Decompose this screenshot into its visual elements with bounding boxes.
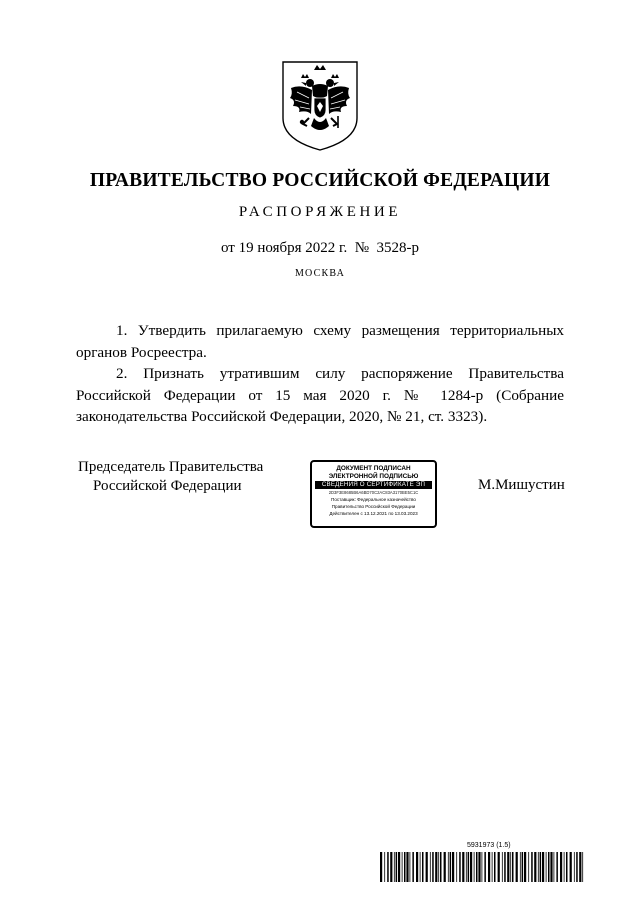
barcode-number: 5931973 (1.5) <box>467 842 511 849</box>
barcode-bar <box>450 852 452 882</box>
barcode-bar <box>404 852 406 882</box>
barcode-bar <box>380 852 382 882</box>
barcode-bar <box>396 852 398 882</box>
barcode-bar <box>420 852 421 882</box>
stamp-line-2: ЭЛЕКТРОННОЙ ПОДПИСЬЮ <box>328 472 419 480</box>
document-date-number <box>0 240 640 257</box>
barcode-bar <box>492 852 493 882</box>
barcode-bar <box>538 852 539 882</box>
barcode-bar <box>416 852 418 882</box>
barcode-bar <box>394 852 395 882</box>
barcode-bar <box>564 852 565 882</box>
barcode-bar <box>390 852 392 882</box>
barcode-bar <box>430 852 431 882</box>
stamp-supplier: Поставщик: Федеральное казначейство <box>331 497 416 502</box>
barcode-bar <box>528 852 529 882</box>
position-line-1: Председатель Правительства <box>78 459 264 475</box>
date-number-text: от 19 ноября 2022 г. № 3528-р <box>220 240 420 256</box>
barcode-bar <box>510 852 511 882</box>
signatory-name: М.Мишустин <box>478 477 565 493</box>
coat-of-arms-emblem <box>281 60 359 152</box>
barcode-bar <box>498 852 500 882</box>
barcode-bar <box>470 852 472 882</box>
barcode-bar <box>507 852 509 882</box>
barcode-bar <box>384 852 385 882</box>
barcode-bar <box>387 852 389 882</box>
barcode-bar <box>412 852 414 882</box>
stamp-owner: Правительство Российской Федерации <box>331 504 416 509</box>
barcode-bar <box>402 852 403 882</box>
barcode-bar <box>512 852 514 882</box>
barcode-bar <box>452 852 454 882</box>
barcode-bar <box>456 852 457 882</box>
barcode-bar <box>540 852 542 882</box>
barcode-bar <box>542 852 544 882</box>
barcode-bar <box>440 852 442 882</box>
barcode-bar <box>426 852 428 882</box>
stamp-serial: 2D3F3E8685B6A6BD70C2AC83A3170BE5C1C <box>328 490 419 495</box>
barcode-bar <box>554 852 555 882</box>
barcode-bar <box>422 852 424 882</box>
barcode-bar <box>478 852 480 882</box>
barcode-bar <box>546 852 547 882</box>
barcode-bar <box>570 852 572 882</box>
barcode-bar <box>531 852 533 882</box>
barcode-bar <box>548 852 550 882</box>
document-city: МОСКВА <box>294 268 346 279</box>
barcode-bar <box>579 852 581 882</box>
barcode-bar <box>524 852 526 882</box>
document-type: РАСПОРЯЖЕНИЕ <box>238 204 402 220</box>
signatory-position <box>78 458 263 496</box>
stamp-validity: Действителен с 13.12.2021 по 13.03.2023 <box>329 511 418 516</box>
barcode-bar <box>462 852 464 882</box>
barcode <box>380 852 586 882</box>
government-title: ПРАВИТЕЛЬСТВО РОССИЙСКОЙ ФЕДЕРАЦИИ <box>89 170 551 191</box>
barcode-bar <box>516 852 518 882</box>
document-body <box>76 320 564 428</box>
position-line-2: Российской Федерации <box>93 478 242 494</box>
barcode-bar <box>556 852 558 882</box>
electronic-signature-stamp <box>310 460 437 528</box>
barcode-bar <box>560 852 562 882</box>
stamp-line-1: ДОКУМЕНТ ПОДПИСАН <box>336 465 411 472</box>
barcode-bar <box>502 852 503 882</box>
barcode-bar <box>410 852 411 882</box>
barcode-bar <box>476 852 478 882</box>
paragraph-2: 2. Признать утратившим силу распоряжение Правительства Российской Федерации от 15 мая 2020 г. № 1284-р (Собрание законодательства Российской Федерации, 2020, № 21, ст. 3323). <box>76 365 564 425</box>
barcode-bar <box>474 852 475 882</box>
barcode-bar <box>398 852 400 882</box>
barcode-bar <box>459 852 461 882</box>
barcode-bar <box>448 852 449 882</box>
paragraph-1: 1. Утвердить прилагаемую схему размещения территориальных органов Росреестра. <box>76 322 564 361</box>
barcode-bar <box>520 852 521 882</box>
barcode-bar <box>582 852 583 882</box>
barcode-bar <box>482 852 483 882</box>
barcode-bar <box>432 852 434 882</box>
barcode-bar <box>550 852 552 882</box>
barcode-bar <box>576 852 578 882</box>
barcode-bar <box>494 852 496 882</box>
barcode-bar <box>406 852 408 882</box>
barcode-bar <box>466 852 467 882</box>
barcode-bar <box>438 852 439 882</box>
barcode-bar <box>534 852 536 882</box>
barcode-bar <box>574 852 575 882</box>
barcode-bar <box>504 852 506 882</box>
barcode-bar <box>566 852 568 882</box>
coat-of-arms-icon <box>281 60 359 152</box>
barcode-bar <box>468 852 470 882</box>
barcode-bar <box>435 852 437 882</box>
barcode-bar <box>488 852 490 882</box>
barcode-bar <box>444 852 446 882</box>
barcode-bar <box>484 852 486 882</box>
barcode-bar <box>522 852 524 882</box>
stamp-certificate-bar: СВЕДЕНИЯ О СЕРТИФИКАТЕ ЭП <box>315 481 432 489</box>
